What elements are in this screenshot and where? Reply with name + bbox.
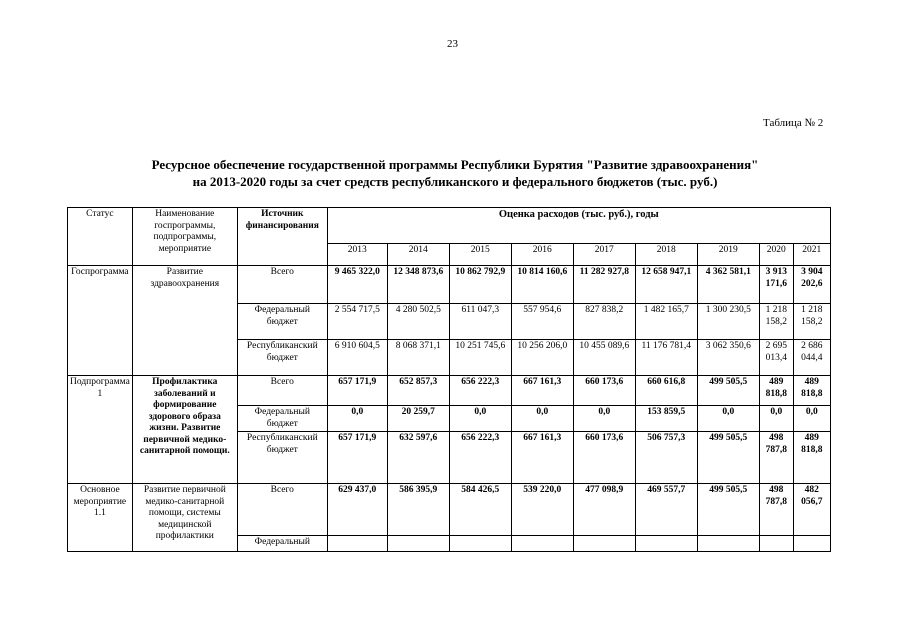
row-value: 499 505,5: [697, 432, 759, 484]
row-value: 10 455 089,6: [573, 340, 635, 376]
row-value: [327, 536, 387, 552]
row-value: 498 787,8: [759, 432, 793, 484]
header-status: Статус: [68, 208, 133, 266]
header-year: 2016: [511, 244, 573, 266]
row-value: 4 280 502,5: [387, 304, 449, 340]
row-value: 660 173,6: [573, 376, 635, 406]
row-value: 10 251 745,6: [449, 340, 511, 376]
row-value: 477 098,9: [573, 484, 635, 536]
row-value: 1 300 230,5: [697, 304, 759, 340]
row-value: 0,0: [573, 406, 635, 432]
row-name: Развитие первичной медико-санитарной помощи, системы медицинской профилактики: [132, 484, 237, 552]
title-line-2: на 2013-2020 годы за счет средств республиканского и федерального бюджетов (тыс. руб.): [192, 174, 718, 189]
row-value: 586 395,9: [387, 484, 449, 536]
row-status: Подпрограмма 1: [68, 376, 133, 484]
row-value: [697, 536, 759, 552]
row-value: 11 282 927,8: [573, 266, 635, 304]
resource-table: [67, 207, 831, 552]
row-value: 667 161,3: [511, 432, 573, 484]
row-source: Республиканский бюджет: [237, 340, 327, 376]
row-source: Республиканский бюджет: [237, 432, 327, 484]
row-value: 2 695 013,4: [759, 340, 793, 376]
header-year: 2020: [759, 244, 793, 266]
row-value: 0,0: [511, 406, 573, 432]
row-value: 660 173,6: [573, 432, 635, 484]
row-value: [759, 536, 793, 552]
row-source: Всего: [237, 266, 327, 304]
row-value: 656 222,3: [449, 432, 511, 484]
row-value: 0,0: [327, 406, 387, 432]
row-value: 660 616,8: [635, 376, 697, 406]
row-value: 2 686 044,4: [793, 340, 830, 376]
row-value: 611 047,3: [449, 304, 511, 340]
row-value: 10 814 160,6: [511, 266, 573, 304]
row-value: 539 220,0: [511, 484, 573, 536]
row-value: 0,0: [697, 406, 759, 432]
row-value: 629 437,0: [327, 484, 387, 536]
row-value: 667 161,3: [511, 376, 573, 406]
header-year: 2019: [697, 244, 759, 266]
header-year: 2013: [327, 244, 387, 266]
row-value: 652 857,3: [387, 376, 449, 406]
row-status: Госпрограмма: [68, 266, 133, 376]
header-year: 2021: [793, 244, 830, 266]
row-value: 657 171,9: [327, 432, 387, 484]
row-status: Основное мероприятие 1.1: [68, 484, 133, 552]
row-value: 489 818,8: [793, 432, 830, 484]
row-source: Всего: [237, 484, 327, 536]
row-value: 499 505,5: [697, 376, 759, 406]
header-name: Наименование госпрограммы, подпрограммы, мероприятие: [132, 208, 237, 266]
header-year: 2018: [635, 244, 697, 266]
table-row: [68, 484, 831, 536]
header-estimate: Оценка расходов (тыс. руб.), годы: [327, 208, 830, 244]
row-name: Развитие здравоохранения: [132, 266, 237, 376]
row-value: [387, 536, 449, 552]
row-value: 3 913 171,6: [759, 266, 793, 304]
row-value: 489 818,8: [759, 376, 793, 406]
row-value: 584 426,5: [449, 484, 511, 536]
row-value: 506 757,3: [635, 432, 697, 484]
row-value: 12 348 873,6: [387, 266, 449, 304]
row-value: 557 954,6: [511, 304, 573, 340]
row-value: 12 658 947,1: [635, 266, 697, 304]
row-value: 9 465 322,0: [327, 266, 387, 304]
row-value: 498 787,8: [759, 484, 793, 536]
row-value: 1 218 158,2: [793, 304, 830, 340]
row-value: 656 222,3: [449, 376, 511, 406]
row-value: 11 176 781,4: [635, 340, 697, 376]
row-value: 0,0: [759, 406, 793, 432]
row-value: 0,0: [449, 406, 511, 432]
row-value: 489 818,8: [793, 376, 830, 406]
row-value: 469 557,7: [635, 484, 697, 536]
table-number: Таблица № 2: [763, 117, 824, 129]
row-value: 499 505,5: [697, 484, 759, 536]
row-value: 8 068 371,1: [387, 340, 449, 376]
table-title: [60, 156, 850, 190]
row-value: 153 859,5: [635, 406, 697, 432]
row-name: Профилактика заболеваний и формирование здорового образа жизни. Развитие первичной медико-санитарной помощи.: [132, 376, 237, 484]
row-source: Федеральный бюджет: [237, 406, 327, 432]
header-year: 2014: [387, 244, 449, 266]
row-value: 3 904 202,6: [793, 266, 830, 304]
row-source: Федеральный: [237, 536, 327, 552]
row-value: 10 862 792,9: [449, 266, 511, 304]
row-value: 2 554 717,5: [327, 304, 387, 340]
row-value: 4 362 581,1: [697, 266, 759, 304]
header-year: 2015: [449, 244, 511, 266]
header-source: Источник финансирования: [237, 208, 327, 266]
row-value: 632 597,6: [387, 432, 449, 484]
row-value: 0,0: [793, 406, 830, 432]
row-value: 657 171,9: [327, 376, 387, 406]
row-value: 20 259,7: [387, 406, 449, 432]
title-line-1: Ресурсное обеспечение государственной программы Республики Бурятия "Развитие здравоохранения": [151, 157, 759, 172]
table-row: [68, 266, 831, 304]
row-source: Всего: [237, 376, 327, 406]
page-number: 23: [447, 38, 458, 50]
row-value: 6 910 604,5: [327, 340, 387, 376]
row-value: [449, 536, 511, 552]
row-value: 3 062 350,6: [697, 340, 759, 376]
row-value: [793, 536, 830, 552]
row-value: 1 482 165,7: [635, 304, 697, 340]
row-value: 827 838,2: [573, 304, 635, 340]
row-value: [511, 536, 573, 552]
row-value: 482 056,7: [793, 484, 830, 536]
row-value: [573, 536, 635, 552]
table-row: [68, 376, 831, 406]
row-value: 1 218 158,2: [759, 304, 793, 340]
row-value: 10 256 206,0: [511, 340, 573, 376]
row-source: Федеральный бюджет: [237, 304, 327, 340]
header-year: 2017: [573, 244, 635, 266]
row-value: [635, 536, 697, 552]
